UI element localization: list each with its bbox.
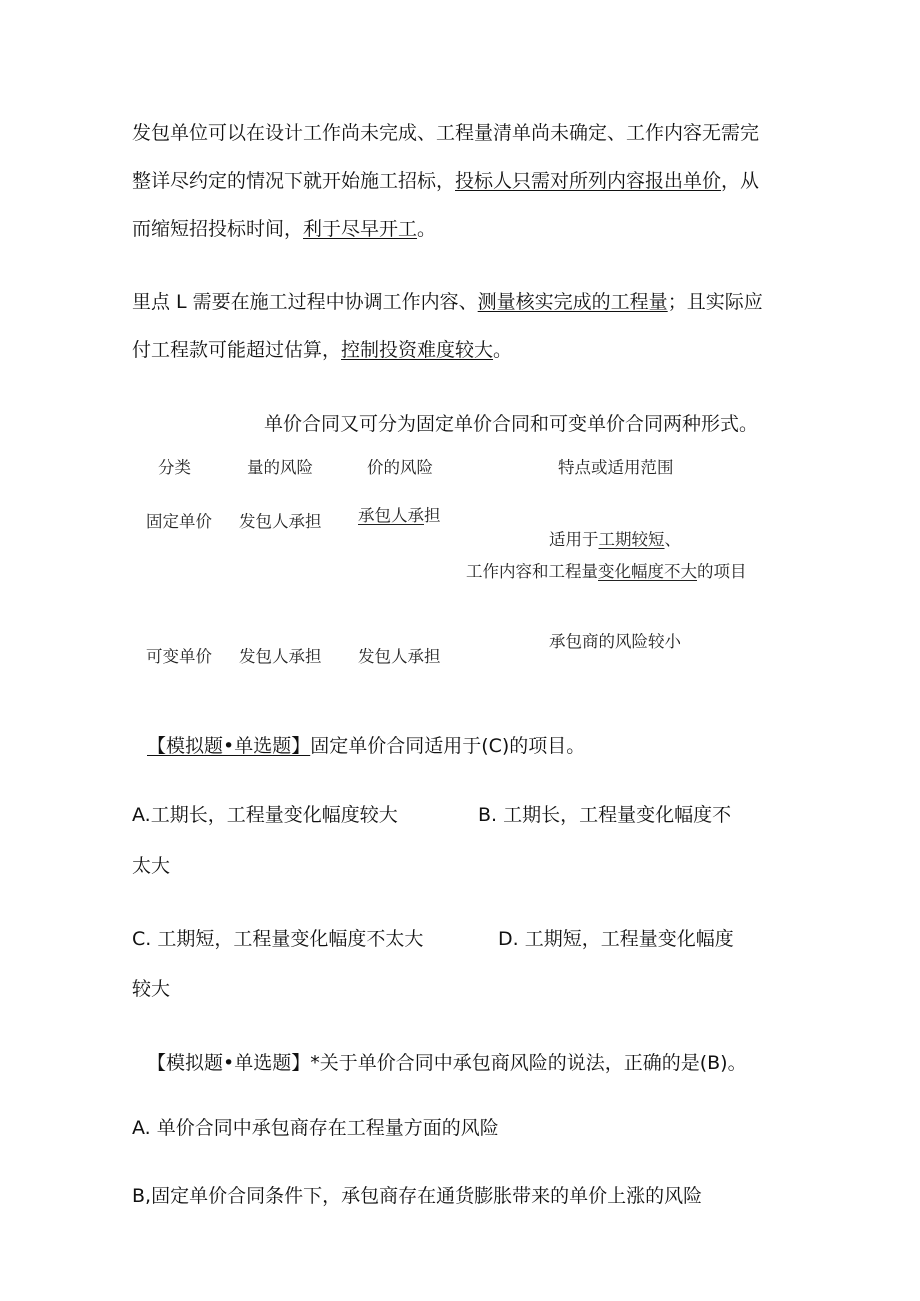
row1-scope1-underlined: 工期较短 (598, 530, 665, 549)
para2-line2-underlined: 控制投资难度较大 (341, 339, 494, 361)
table-header-scope: 特点或适用范围 (558, 458, 674, 477)
q2-option-b: B,固定单价合同条件下，承包商存在通货膨胀带来的单价上涨的风险 (132, 1185, 703, 1207)
para1-line2 (132, 168, 759, 194)
para2-line1 (132, 289, 763, 315)
row1-qty-risk: 发包人承担 (239, 512, 322, 531)
q1-option-d-cont: 较大 (132, 978, 171, 1000)
row2-price-risk: 发包人承担 (358, 647, 441, 666)
q2-option-a: A. 单价合同中承包商存在工程量方面的风险 (132, 1117, 499, 1139)
q1-stem-text: 固定单价合同适用于(C)的项目。 (310, 735, 586, 757)
para1-line1: 发包单位可以在设计工作尚未完成、工程量清单尚未确定、工作内容无需完 (132, 122, 760, 144)
q1-option-b-cont: 太大 (132, 855, 171, 877)
q2-stem: 【模拟题•单选题】*关于单价合同中承包商风险的说法，正确的是(B)。 (147, 1052, 747, 1074)
row1-scope-line2 (466, 558, 747, 582)
row2-qty-risk: 发包人承担 (239, 647, 322, 666)
row1-type: 固定单价 (146, 512, 212, 531)
q1-option-c: C. 工期短，工程量变化幅度不太大 (132, 928, 424, 950)
row2-scope: 承包商的风险较小 (549, 632, 681, 651)
para1-line2-tail: ，从 (721, 170, 760, 192)
row1-scope1-text: 适用于 (549, 530, 599, 549)
q1-stem (147, 733, 585, 759)
row1-price-risk (358, 502, 441, 526)
row1-price-risk-tail: 担 (424, 506, 441, 525)
para1-line3-tail: 。 (417, 218, 437, 240)
q1-option-d: D. 工期短，工程量变化幅度 (498, 928, 734, 950)
row1-scope2-underlined: 变化幅度不大 (598, 562, 697, 581)
row2-type: 可变单价 (146, 647, 212, 666)
para2-line1-tail: ；且实际应 (667, 291, 763, 313)
q1-option-a: A.工期长，工程量变化幅度较大 (132, 804, 398, 826)
para2-line1-text: 里点 L 需要在施工过程中协调工作内容、 (132, 291, 478, 313)
table-intro: 单价合同又可分为固定单价合同和可变单价合同两种形式。 (264, 413, 759, 435)
para1-line3-text: 而缩短招投标时间， (132, 218, 304, 240)
row1-price-risk-underlined: 承包人承 (358, 506, 424, 525)
q1-option-b: B. 工期长，工程量变化幅度不 (478, 804, 732, 826)
q1-tag: 【模拟题•单选题】 (147, 735, 311, 757)
table-header-type: 分类 (158, 458, 191, 477)
table-header-price-risk: 价的风险 (367, 458, 433, 477)
row1-scope2-tail: 的项目 (697, 562, 747, 581)
para2-line2-tail: 。 (493, 339, 513, 361)
para1-line3-underlined: 利于尽早开工 (303, 218, 418, 240)
para2-line2 (132, 337, 512, 363)
row1-scope2-text: 工作内容和工程量 (466, 562, 598, 581)
row1-scope-line1 (549, 526, 681, 550)
row1-scope1-tail: 、 (664, 530, 681, 549)
para1-line2-text: 整详尽约定的情况下就开始施工招标， (132, 170, 456, 192)
para1-line2-underlined: 投标人只需对所列内容报出单价 (455, 170, 722, 192)
para2-line2-text: 付工程款可能超过估算， (132, 339, 342, 361)
para2-line1-underlined: 测量核实完成的工程量 (477, 291, 668, 313)
para1-line3 (132, 216, 436, 242)
table-header-qty-risk: 量的风险 (247, 458, 313, 477)
